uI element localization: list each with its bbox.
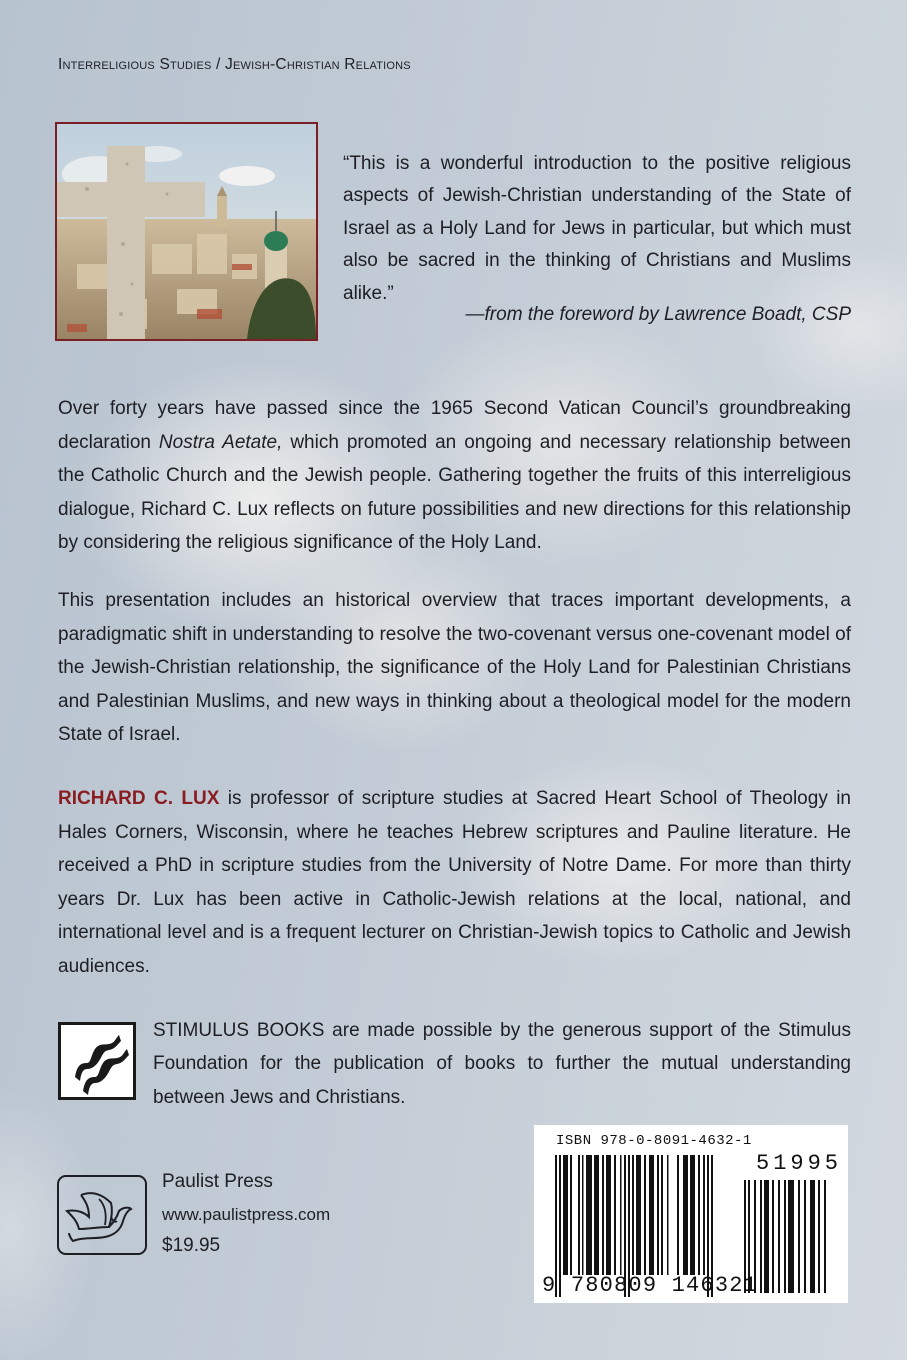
endorsement-quote: “This is a wonderful introduction to the positive religious aspects of Jewish-Christian understanding of the State of Israel as a Holy Land for Jews in particular, but which must also be sacred in the thinking of Christians and Muslims alike.”	[343, 153, 851, 304]
ean-first-digit: 9	[542, 1273, 557, 1298]
nostra-aetate-title: Nostra Aetate,	[158, 431, 283, 453]
publisher-url[interactable]: www.paulistpress.com	[162, 1205, 331, 1224]
author-name: RICHARD C. LUX	[58, 788, 220, 809]
description-paragraph-2: This presentation includes an historical overview that traces important developments, a paradigmatic shift in understanding to resolve the two-covenant versus one-covenant model of the Jewish-Christian relationship, the significance of the Holy Land for Palestinian Christians and Palestinian Muslims, and new ways in thinking about a theological model for the modern State of Israel.	[58, 590, 851, 746]
paragraph-1-text-b: which promoted an ongoing and necessary relationship between the Catholic Church and the Jewish people. Gathering together the fruits of this interreligious dialogue, Richard C. Lux reflects on future possibilities and new directions for this relationship by considering the religious significance of the Holy Land.	[58, 431, 851, 554]
author-bio-text: is professor of scripture studies at Sacred Heart School of Theology in Hales Corners, Wisconsin, where he teaches Hebrew scriptures and Pauline literature. He received a PhD in scripture studies from the University of Notre Dame. For more than thirty years Dr. Lux has been active in Catholic-Jewish relations at the local, national, and international level and is a frequent lecturer on Christian-Jewish topics to Catholic and Jewish audiences.	[58, 788, 851, 977]
dove-icon	[57, 1175, 147, 1255]
stimulus-books-note: STIMULUS BOOKS are made possible by the generous support of the Stimulus Foundation for the publication of books to further the mutual understanding between Jews and Christians.	[153, 1020, 851, 1108]
price-code: 51995	[756, 1151, 843, 1176]
photo-illustration	[57, 124, 316, 339]
cover-photo-jerusalem-cross	[55, 122, 318, 341]
isbn-barcode	[534, 1125, 848, 1303]
paragraph-1-text-a: Over forty years have passed since the 1965 Second Vatican Council’s groundbreaking declaration	[58, 398, 851, 453]
author-bio	[58, 782, 851, 984]
stimulus-wave-icon	[58, 1022, 136, 1100]
ean-digits	[542, 1273, 758, 1298]
publisher-name: Paulist Press	[162, 1171, 273, 1192]
description-paragraph-1	[58, 392, 851, 560]
book-price: $19.95	[162, 1235, 221, 1256]
series-category-line: Interreligious Studies / Jewish-Christian Relations	[58, 56, 411, 73]
endorsement-attribution: —from the foreword by Lawrence Boadt, CSP	[465, 304, 851, 325]
ean-remaining-digits: 780809 146321	[570, 1273, 759, 1298]
isbn-label: ISBN 978-0-8091-4632-1	[556, 1133, 752, 1149]
